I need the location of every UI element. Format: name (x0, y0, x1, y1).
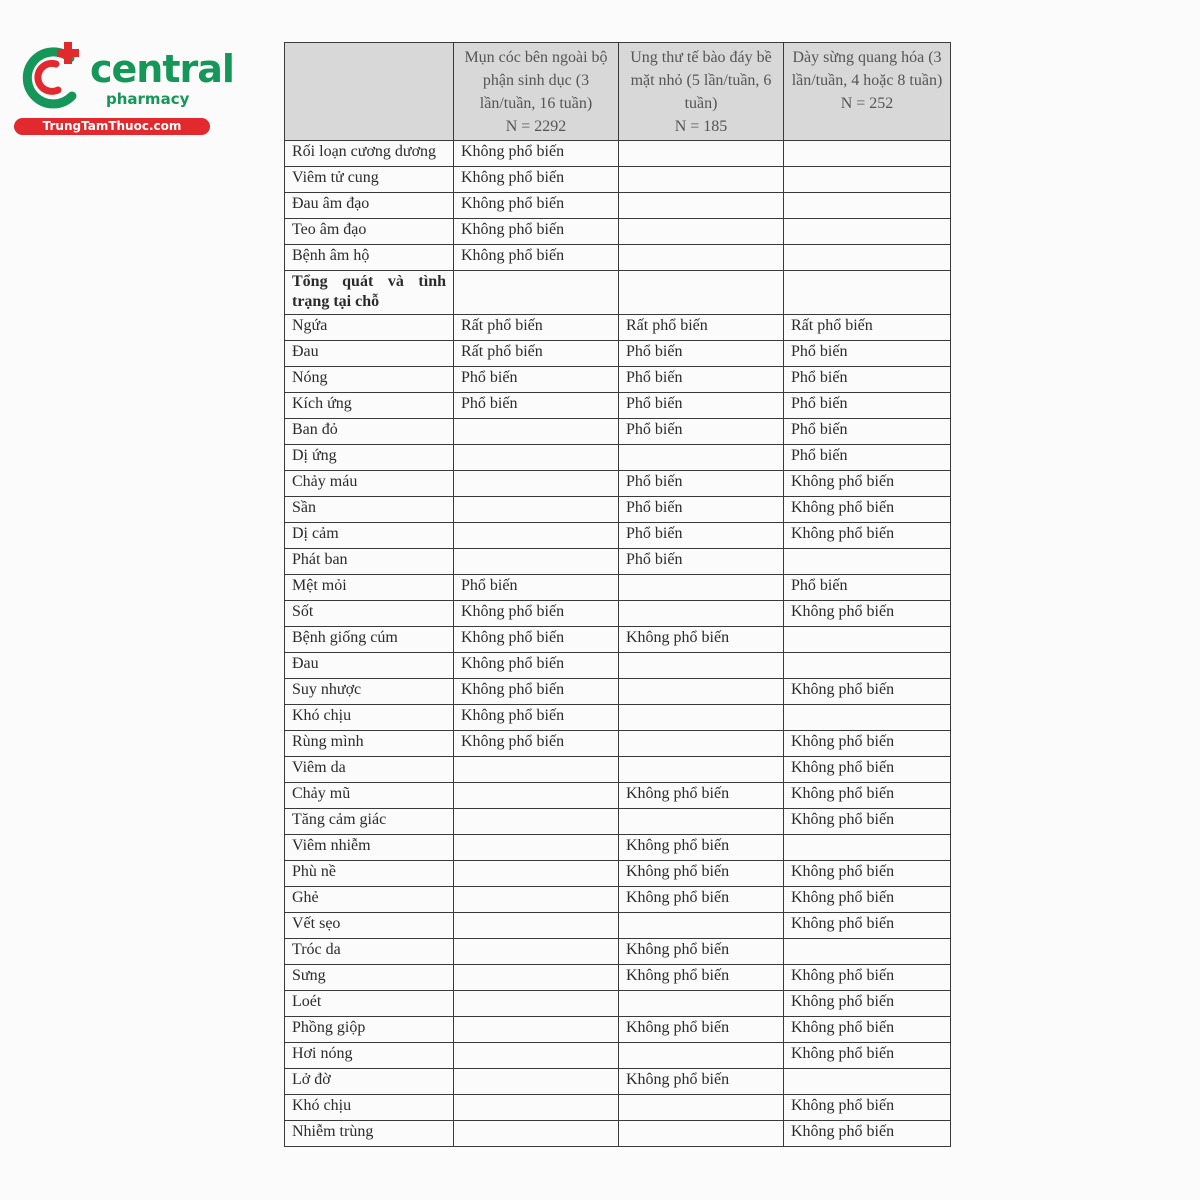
row-label-cell: Phát ban (285, 549, 454, 575)
row-label-cell: Sưng (285, 965, 454, 991)
frequency-cell: Phổ biến (784, 575, 951, 601)
row-label-cell: Phồng giộp (285, 1017, 454, 1043)
frequency-cell (784, 245, 951, 271)
row-label-cell: Chảy mũ (285, 783, 454, 809)
frequency-cell: Phổ biến (619, 419, 784, 445)
frequency-cell (454, 549, 619, 575)
frequency-cell (784, 193, 951, 219)
table-row (285, 1121, 951, 1147)
frequency-cell: Không phổ biến (454, 731, 619, 757)
row-label-cell: Sốt (285, 601, 454, 627)
frequency-cell (454, 757, 619, 783)
frequency-cell (784, 271, 951, 315)
header-title: Dày sừng quang hóa (3 lần/tuần, 4 hoặc 8 tuần) (791, 49, 943, 89)
frequency-cell (619, 679, 784, 705)
frequency-cell: Không phổ biến (454, 219, 619, 245)
frequency-cell (454, 1069, 619, 1095)
row-label-cell: Lở đờ (285, 1069, 454, 1095)
frequency-cell: Không phổ biến (619, 1017, 784, 1043)
frequency-cell (784, 627, 951, 653)
table-row (285, 219, 951, 245)
frequency-cell: Phổ biến (784, 393, 951, 419)
row-label-cell: Viêm da (285, 757, 454, 783)
frequency-cell: Phổ biến (619, 367, 784, 393)
frequency-cell (619, 219, 784, 245)
table-row (285, 679, 951, 705)
frequency-cell: Không phổ biến (784, 965, 951, 991)
frequency-cell: Không phổ biến (454, 679, 619, 705)
frequency-cell: Không phổ biến (784, 601, 951, 627)
frequency-cell (784, 939, 951, 965)
row-label-cell: Kích ứng (285, 393, 454, 419)
table-row (285, 367, 951, 393)
frequency-cell: Phổ biến (784, 341, 951, 367)
frequency-cell: Không phổ biến (619, 939, 784, 965)
table-row (285, 783, 951, 809)
frequency-cell: Không phổ biến (784, 991, 951, 1017)
row-label-cell: Ban đỏ (285, 419, 454, 445)
frequency-cell (619, 705, 784, 731)
header-sample-size: N = 252 (840, 95, 894, 112)
frequency-cell (619, 731, 784, 757)
frequency-cell (454, 809, 619, 835)
frequency-cell (454, 887, 619, 913)
frequency-cell (619, 1095, 784, 1121)
frequency-cell (454, 1043, 619, 1069)
header-title: Ung thư tế bào đáy bề mặt nhỏ (5 lần/tuần, 6 tuần) (630, 49, 772, 112)
row-label-cell: Đau (285, 341, 454, 367)
frequency-cell: Rất phổ biến (784, 315, 951, 341)
row-label-cell: Khó chịu (285, 1095, 454, 1121)
frequency-cell: Không phổ biến (784, 497, 951, 523)
frequency-cell: Không phổ biến (619, 1069, 784, 1095)
row-label-cell: Đau (285, 653, 454, 679)
table-row (285, 705, 951, 731)
frequency-cell: Không phổ biến (784, 887, 951, 913)
table-row (285, 1069, 951, 1095)
frequency-cell: Không phổ biến (619, 965, 784, 991)
table-row (285, 809, 951, 835)
frequency-cell (454, 1121, 619, 1147)
logo-brand-text: central (90, 47, 234, 91)
frequency-cell (784, 141, 951, 167)
frequency-cell: Phổ biến (619, 549, 784, 575)
frequency-cell (784, 653, 951, 679)
row-label-cell: Bệnh âm hộ (285, 245, 454, 271)
table-row (285, 991, 951, 1017)
frequency-cell (454, 835, 619, 861)
table-row (285, 167, 951, 193)
table-row (285, 731, 951, 757)
row-label-cell: Đau âm đạo (285, 193, 454, 219)
frequency-cell (454, 523, 619, 549)
frequency-cell (619, 141, 784, 167)
frequency-cell: Rất phổ biến (454, 315, 619, 341)
header-cell-empty (285, 43, 454, 141)
frequency-cell (784, 167, 951, 193)
row-label-cell: Tổng quát và tình trạng tại chỗ (285, 271, 454, 315)
row-label-cell: Nhiễm trùng (285, 1121, 454, 1147)
frequency-cell (619, 653, 784, 679)
frequency-cell: Không phổ biến (619, 861, 784, 887)
frequency-cell (454, 861, 619, 887)
frequency-cell (454, 1095, 619, 1121)
frequency-cell: Phổ biến (784, 419, 951, 445)
frequency-cell (454, 1017, 619, 1043)
logo-site-link[interactable]: TrungTamThuoc.com (14, 118, 210, 135)
row-label-cell: Bệnh giống cúm (285, 627, 454, 653)
frequency-cell: Phổ biến (454, 367, 619, 393)
row-label-cell: Dị cảm (285, 523, 454, 549)
frequency-cell (454, 445, 619, 471)
row-label-cell: Phù nề (285, 861, 454, 887)
header-cell-actinic-keratosis (784, 43, 951, 141)
frequency-cell (619, 1121, 784, 1147)
side-effects-table (284, 42, 951, 1147)
logo-sub-text: pharmacy (106, 90, 190, 108)
header-cell-genital-warts (454, 43, 619, 141)
row-label-cell: Rối loạn cương dương (285, 141, 454, 167)
frequency-cell (454, 965, 619, 991)
frequency-cell: Không phổ biến (784, 809, 951, 835)
frequency-cell: Không phổ biến (784, 783, 951, 809)
table-row (285, 497, 951, 523)
frequency-cell (619, 271, 784, 315)
frequency-cell: Không phổ biến (784, 861, 951, 887)
table-row (285, 245, 951, 271)
frequency-cell (619, 245, 784, 271)
frequency-cell (784, 549, 951, 575)
frequency-cell: Không phổ biến (454, 167, 619, 193)
frequency-cell: Không phổ biến (454, 245, 619, 271)
row-label-cell: Rùng mình (285, 731, 454, 757)
table-header-row (285, 43, 951, 141)
frequency-cell: Không phổ biến (784, 731, 951, 757)
row-label-cell: Viêm tử cung (285, 167, 454, 193)
table-row (285, 939, 951, 965)
table-row (285, 601, 951, 627)
frequency-cell: Không phổ biến (454, 627, 619, 653)
row-label-cell: Khó chịu (285, 705, 454, 731)
frequency-cell: Không phổ biến (784, 523, 951, 549)
row-label-cell: Suy nhược (285, 679, 454, 705)
frequency-cell (454, 497, 619, 523)
row-label-cell: Mệt mỏi (285, 575, 454, 601)
frequency-cell (619, 167, 784, 193)
row-label-cell: Hơi nóng (285, 1043, 454, 1069)
table-row (285, 193, 951, 219)
table-row (285, 627, 951, 653)
frequency-cell (619, 757, 784, 783)
table-row (285, 523, 951, 549)
frequency-cell: Phổ biến (454, 393, 619, 419)
frequency-cell (619, 809, 784, 835)
frequency-cell (454, 991, 619, 1017)
row-label-cell: Chảy máu (285, 471, 454, 497)
table-row (285, 341, 951, 367)
row-label-cell: Tăng cảm giác (285, 809, 454, 835)
row-label-cell: Tróc da (285, 939, 454, 965)
frequency-cell (454, 271, 619, 315)
row-label-cell: Ghẻ (285, 887, 454, 913)
central-pharmacy-logo (12, 38, 234, 138)
frequency-cell: Không phổ biến (784, 913, 951, 939)
table-row (285, 1095, 951, 1121)
frequency-cell: Không phổ biến (784, 757, 951, 783)
frequency-cell: Không phổ biến (454, 705, 619, 731)
row-label-cell: Sần (285, 497, 454, 523)
table-row (285, 315, 951, 341)
table-row (285, 861, 951, 887)
frequency-cell (454, 783, 619, 809)
frequency-cell: Phổ biến (454, 575, 619, 601)
table-row (285, 471, 951, 497)
frequency-cell: Không phổ biến (784, 1017, 951, 1043)
row-label-cell: Vết sẹo (285, 913, 454, 939)
table-row (285, 141, 951, 167)
table-row (285, 419, 951, 445)
row-label-cell: Teo âm đạo (285, 219, 454, 245)
table-row (285, 835, 951, 861)
table-row (285, 393, 951, 419)
frequency-cell: Không phổ biến (619, 627, 784, 653)
frequency-cell: Không phổ biến (784, 1043, 951, 1069)
frequency-cell (619, 913, 784, 939)
frequency-cell: Phổ biến (619, 497, 784, 523)
frequency-cell (454, 471, 619, 497)
row-label-cell: Loét (285, 991, 454, 1017)
header-cell-basal-cell-carcinoma (619, 43, 784, 141)
frequency-cell (454, 939, 619, 965)
header-sample-size: N = 185 (674, 118, 728, 135)
table-row (285, 887, 951, 913)
table-row (285, 653, 951, 679)
row-label-cell: Viêm nhiễm (285, 835, 454, 861)
frequency-cell: Không phổ biến (454, 141, 619, 167)
frequency-cell (619, 991, 784, 1017)
table-row (285, 445, 951, 471)
frequency-cell: Không phổ biến (454, 601, 619, 627)
frequency-cell (619, 575, 784, 601)
frequency-cell: Không phổ biến (784, 471, 951, 497)
header-title: Mụn cóc bên ngoài bộ phận sinh dục (3 lần/tuần, 16 tuần) (464, 49, 608, 112)
row-label-cell: Ngứa (285, 315, 454, 341)
row-label-cell: Nóng (285, 367, 454, 393)
table-section-row (285, 271, 951, 315)
frequency-cell: Không phổ biến (619, 835, 784, 861)
frequency-cell (454, 419, 619, 445)
frequency-cell: Phổ biến (784, 367, 951, 393)
table-row (285, 1043, 951, 1069)
frequency-cell: Không phổ biến (619, 887, 784, 913)
table-row (285, 913, 951, 939)
frequency-cell: Phổ biến (619, 523, 784, 549)
frequency-cell: Phổ biến (619, 471, 784, 497)
header-sample-size: N = 2292 (505, 118, 567, 135)
frequency-cell: Phổ biến (619, 341, 784, 367)
frequency-cell (784, 219, 951, 245)
table-row (285, 757, 951, 783)
frequency-cell: Không phổ biến (454, 653, 619, 679)
frequency-cell: Không phổ biến (784, 1121, 951, 1147)
frequency-cell (619, 193, 784, 219)
frequency-cell (784, 705, 951, 731)
frequency-cell: Phổ biến (784, 445, 951, 471)
frequency-cell: Rất phổ biến (619, 315, 784, 341)
pharmacy-logo-icon (12, 38, 92, 118)
frequency-cell (619, 601, 784, 627)
frequency-cell: Không phổ biến (784, 679, 951, 705)
frequency-cell (784, 835, 951, 861)
frequency-cell (619, 445, 784, 471)
table-row (285, 965, 951, 991)
table-row (285, 549, 951, 575)
row-label-cell: Dị ứng (285, 445, 454, 471)
table-row (285, 575, 951, 601)
frequency-cell: Không phổ biến (619, 783, 784, 809)
frequency-cell: Không phổ biến (784, 1095, 951, 1121)
frequency-cell (619, 1043, 784, 1069)
frequency-cell: Rất phổ biến (454, 341, 619, 367)
frequency-cell (784, 1069, 951, 1095)
frequency-cell: Phổ biến (619, 393, 784, 419)
frequency-cell: Không phổ biến (454, 193, 619, 219)
frequency-cell (454, 913, 619, 939)
table-row (285, 1017, 951, 1043)
